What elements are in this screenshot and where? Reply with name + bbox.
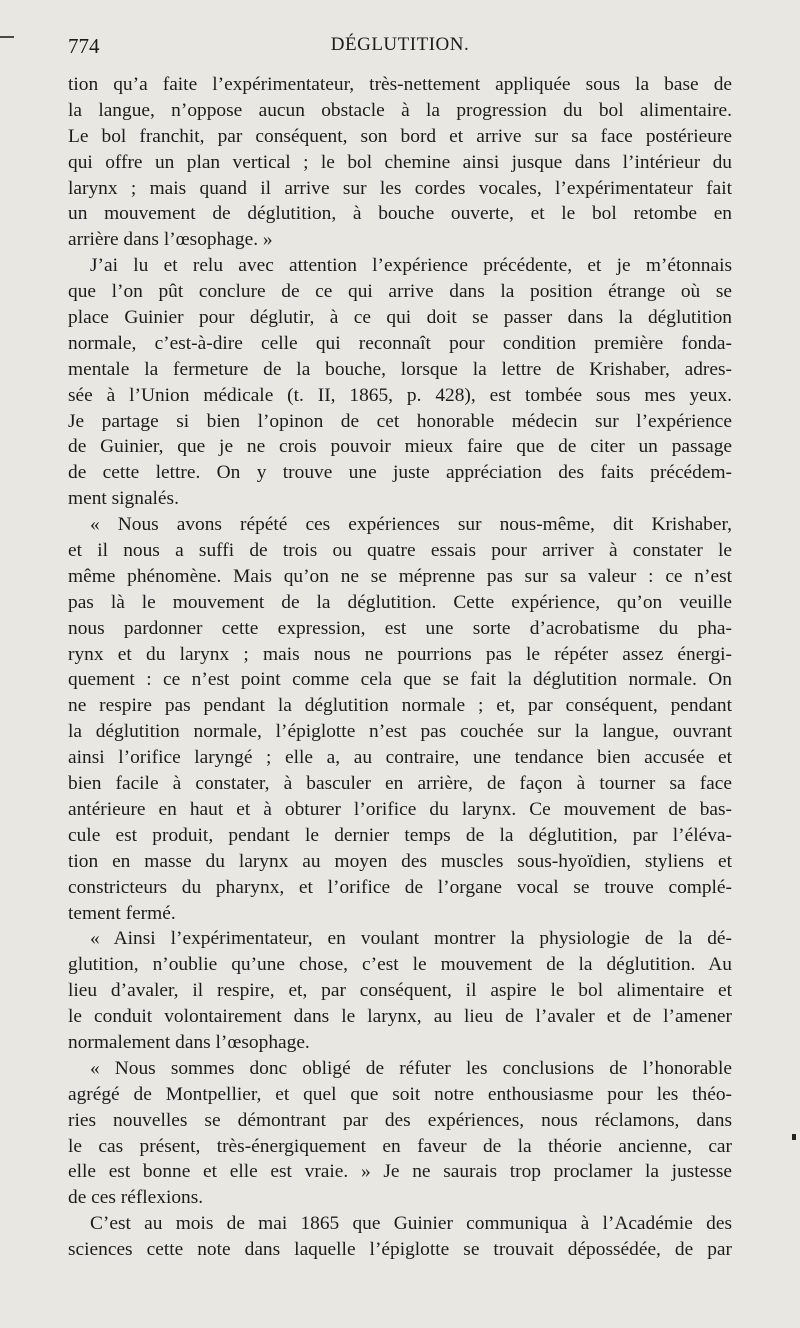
scan-edge-mark — [0, 36, 14, 38]
page-number: 774 — [68, 34, 100, 58]
text-line: agrégé de Montpellier, et quel que soit notre enthousiasme pour les théo- — [68, 1083, 732, 1105]
text-line: que l’on pût conclure de ce qui arrive dans la position étrange où se — [68, 281, 732, 303]
text-line: « Nous sommes donc obligé de réfuter les conclusions de l’honorable — [90, 1057, 732, 1079]
text-line: « Ainsi l’expérimentateur, en voulant montrer la physiologie de la dé- — [90, 928, 732, 950]
text-line: C’est au mois de mai 1865 que Guinier communiqua à l’Académie des — [90, 1213, 732, 1235]
text-line: nous pardonner cette expression, est une sorte d’acrobatisme du pha- — [68, 617, 732, 639]
text-line: antérieure en haut et à obturer l’orifice du larynx. Ce mouvement de bas- — [68, 798, 732, 820]
text-line: cule est produit, pendant le dernier temps de la déglutition, par l’éléva- — [68, 824, 732, 846]
text-line: le conduit volontairement dans le larynx, au lieu de l’avaler et de l’amener — [68, 1006, 732, 1028]
text-line: qui offre un plan vertical ; le bol chemine ainsi jusque dans l’intérieur du — [68, 151, 732, 173]
text-line: normale, c’est-à-dire celle qui reconnaît pour condition première fonda- — [68, 332, 732, 354]
text-line: ment signalés. — [68, 488, 179, 510]
text-line: lieu d’avaler, il respire, et, par conséquent, il aspire le bol alimentaire et — [68, 980, 732, 1002]
text-line: « Nous avons répété ces expériences sur nous-même, dit Krishaber, — [90, 514, 732, 536]
text-line: mentale la fermeture de la bouche, lorsque la lettre de Krishaber, adres- — [68, 358, 732, 380]
text-line: place Guinier pour déglutir, à ce qui doit se passer dans la déglutition — [68, 307, 732, 329]
text-line: pas là le mouvement de la déglutition. Cette expérience, qu’on veuille — [68, 591, 732, 613]
text-line: larynx ; mais quand il arrive sur les cordes vocales, l’expérimentateur fait — [68, 177, 732, 199]
text-line: rynx et du larynx ; mais nous ne pourrions pas le répéter assez énergi- — [68, 643, 732, 665]
text-line: même phénomène. Mais qu’on ne se méprenne pas sur sa valeur : ce n’est — [68, 565, 732, 587]
running-title: DÉGLUTITION. — [330, 34, 470, 55]
text-line: de Guinier, que je ne crois pouvoir mieux faire que de citer un passage — [68, 436, 732, 458]
text-line: ries nouvelles se démontrant par des expériences, nous réclamons, dans — [68, 1109, 732, 1131]
text-line: sée à l’Union médicale (t. II, 1865, p. 428), est tombée sous mes yeux. — [68, 384, 732, 406]
text-line: constricteurs du pharynx, et l’orifice de l’organe vocal se trouve complé- — [68, 876, 732, 898]
text-line: Je partage si bien l’opinon de cet honorable médecin sur l’expérience — [68, 410, 732, 432]
text-line: de cette lettre. On y trouve une juste appréciation des faits précédem- — [68, 462, 732, 484]
page-header — [68, 34, 732, 64]
text-line: tion en masse du larynx au moyen des muscles sous-hyoïdien, styliens et — [68, 850, 732, 872]
text-line: ne respire pas pendant la déglutition normale ; et, par conséquent, pendant — [68, 695, 732, 717]
text-line: tement fermé. — [68, 902, 176, 924]
text-line: Le bol franchit, par conséquent, son bord et arrive sur sa face postérieure — [68, 125, 732, 147]
text-line: bien facile à constater, à basculer en arrière, de façon à tourner sa face — [68, 773, 732, 795]
text-line: la langue, n’oppose aucun obstacle à la progression du bol alimentaire. — [68, 99, 732, 121]
text-line: la déglutition normale, l’épiglotte n’est pas couchée sur la langue, ouvrant — [68, 721, 732, 743]
text-line: de ces réflexions. — [68, 1187, 204, 1209]
text-line: et il nous a suffi de trois ou quatre essais pour arriver à constater le — [68, 540, 732, 562]
text-line: tion qu’a faite l’expérimentateur, très-nettement appliquée sous la base de — [68, 74, 732, 95]
body-text — [68, 72, 732, 1263]
text-line: glutition, n’oublie qu’une chose, c’est le mouvement de la déglutition. Au — [68, 954, 732, 976]
text-line: un mouvement de déglutition, à bouche ouverte, et le bol retombe en — [68, 203, 732, 225]
text-line: sciences cette note dans laquelle l’épiglotte se trouvait dépossédée, de par — [68, 1239, 732, 1261]
text-line: ainsi l’orifice laryngé ; elle a, au contraire, une tendance bien accusée et — [68, 747, 732, 769]
text-line: arrière dans l’œsophage. » — [68, 229, 273, 251]
text-line: J’ai lu et relu avec attention l’expérience précédente, et je m’étonnais — [90, 255, 732, 277]
text-line: elle est bonne et elle est vraie. » Je ne saurais trop proclamer la justesse — [68, 1161, 732, 1183]
text-line: le cas présent, très-énergiquement en faveur de la théorie ancienne, car — [68, 1135, 732, 1157]
text-line: normalement dans l’œsophage. — [68, 1031, 310, 1053]
ink-spot — [792, 1134, 796, 1140]
text-line: quement : ce n’est point comme cela que se fait la déglutition normale. On — [68, 669, 732, 691]
